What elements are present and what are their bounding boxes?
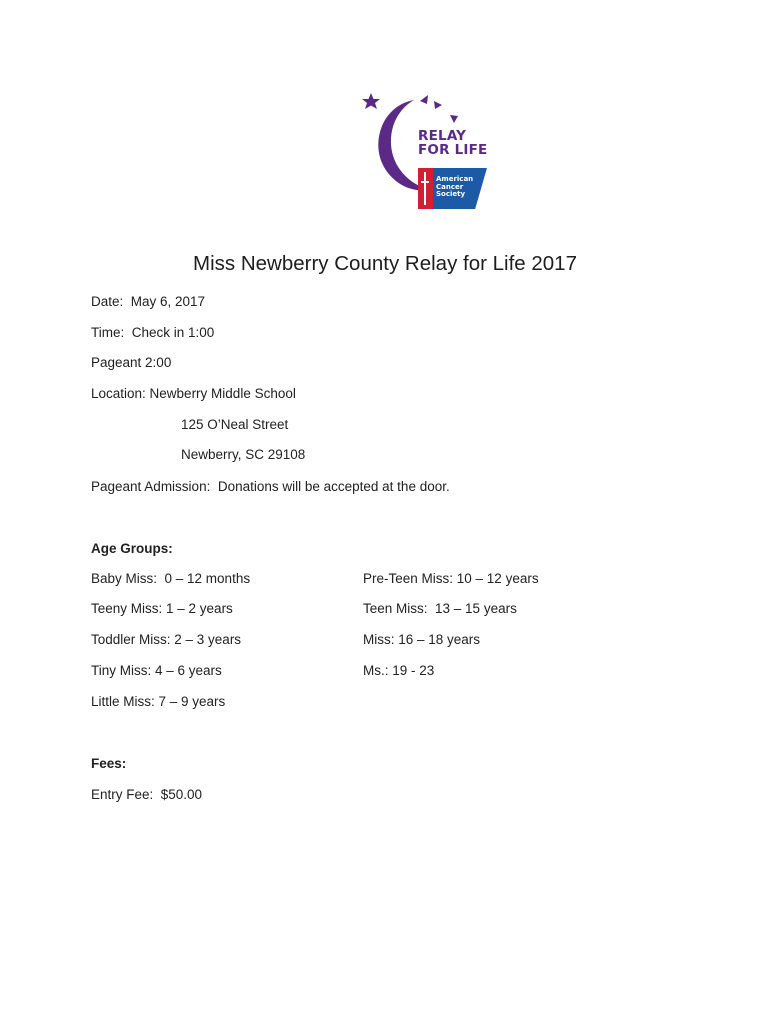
age-group-item: Tiny Miss: 4 – 6 years: [91, 663, 222, 678]
address-city: Newberry, SC 29108: [181, 447, 306, 462]
address-street: 125 O’Neal Street: [181, 417, 289, 432]
fees-heading: Fees:: [91, 756, 127, 771]
sword-guard-icon: [421, 181, 429, 183]
age-groups-heading: Age Groups:: [91, 541, 173, 556]
logo-relay-text: RELAY: [418, 128, 467, 144]
age-group-item: Toddler Miss: 2 – 3 years: [91, 632, 242, 647]
age-group-item: Teen Miss: 13 – 15 years: [363, 601, 517, 616]
document-title: Miss Newberry County Relay for Life 2017: [193, 252, 577, 275]
american-cancer-society-badge: [418, 168, 486, 210]
age-group-item: Miss: 16 – 18 years: [363, 632, 481, 647]
sword-icon: [424, 172, 426, 205]
acs-red-bar: [418, 168, 433, 209]
age-group-item: Baby Miss: 0 – 12 months: [91, 571, 251, 586]
age-group-item: Pre-Teen Miss: 10 – 12 years: [363, 571, 539, 586]
event-location: Location: Newberry Middle School: [91, 386, 296, 401]
relay-for-life-logo: [358, 88, 493, 213]
age-group-item: Little Miss: 7 – 9 years: [91, 694, 226, 709]
acs-line-society: Society: [436, 190, 466, 198]
relay-for-life-wordmark: [418, 129, 487, 157]
age-group-item: Teeny Miss: 1 – 2 years: [91, 601, 233, 616]
age-group-item: Ms.: 19 - 23: [363, 663, 435, 678]
event-time: Time: Check in 1:00: [91, 325, 215, 340]
acs-line-cancer: Cancer: [436, 182, 464, 191]
acs-line-american: American: [436, 175, 474, 183]
event-date: Date: May 6, 2017: [91, 294, 206, 309]
pageant-time: Pageant 2:00: [91, 355, 172, 370]
pageant-admission: Pageant Admission: Donations will be accepted at the door.: [91, 479, 450, 494]
logo-for-life-text: FOR LIFE: [418, 142, 488, 158]
acs-name: [436, 176, 473, 199]
entry-fee: Entry Fee: $50.00: [91, 787, 203, 802]
